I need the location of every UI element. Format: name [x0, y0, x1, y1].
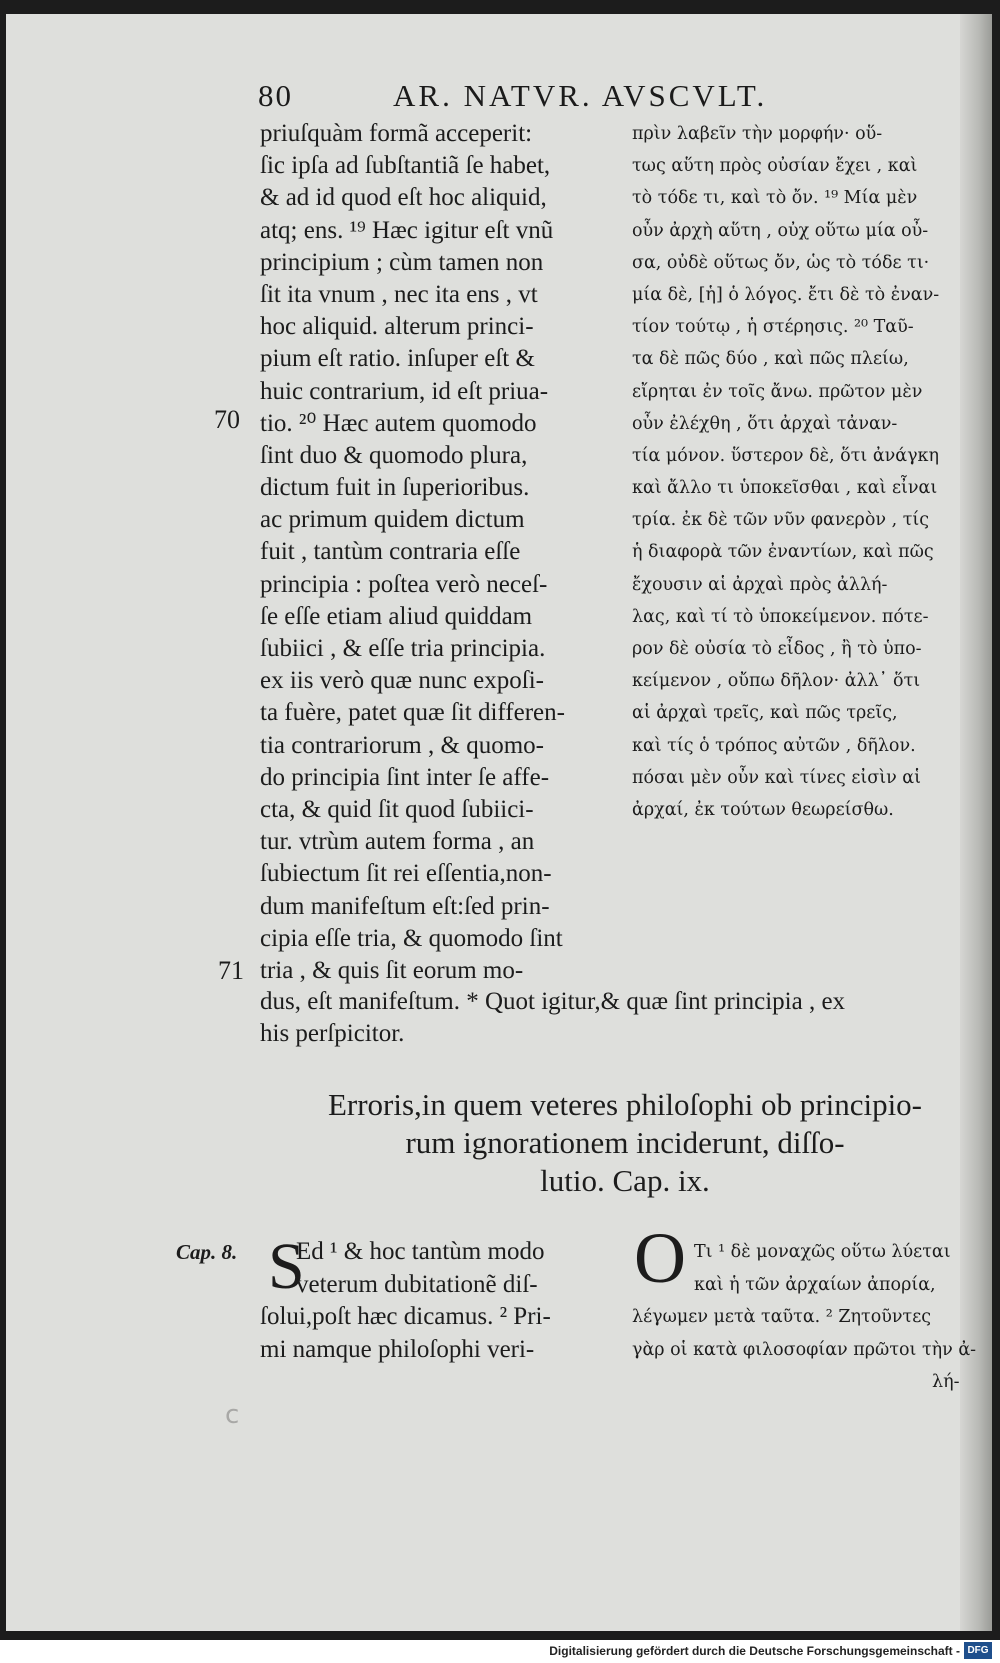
latin-line: mi namque philoſophi veri- [260, 1335, 535, 1363]
greek-column-top [632, 118, 972, 826]
latin-line: fuit , tantùm contraria eſſe [260, 538, 521, 566]
latin-line: & ad id quod eſt hoc aliquid, [260, 184, 547, 212]
greek-line: καὶ ἡ τῶν ἀρχαίων ἀπορία, [694, 1274, 936, 1295]
greek-line: τα δὲ πῶς δύο , καὶ πῶς πλείω, [632, 349, 909, 370]
greek-line: τως αὕτη πρὸς οὐσίαν ἔχει , καὶ [632, 156, 918, 177]
greek-line: ἡ διαφορὰ τῶν ἐναντίων, καὶ πῶς [632, 542, 934, 563]
greek-line: τία μόνον. ὕστερον δὲ, ὅτι ἀνάγκη [632, 445, 939, 466]
footer-credit: Digitalisierung gefördert durch die Deutsche Forschungsgemeinschaft - [549, 1644, 960, 1658]
greek-line: αἱ ἀρχαὶ τρεῖς, καὶ πῶς τρεῖς, [632, 703, 898, 724]
latin-line: tia contrariorum , & quomo- [260, 731, 544, 759]
full-width-line-2: his perſpicitor. [260, 1020, 405, 1047]
greek-line: καὶ τίς ὁ τρόπος αὐτῶν , δῆλον. [632, 735, 916, 756]
greek-line: πρὶν λαβεῖν τὴν μορφήν· οὕ- [632, 124, 883, 144]
margin-line-number-71: 71 [218, 956, 244, 985]
latin-line: principia : poſtea verò neceſ- [260, 570, 548, 598]
page-number: 80 [258, 78, 293, 113]
latin-line: ſolui,poſt hæc dicamus. ² Pri- [260, 1303, 551, 1330]
greek-line: οὖν ἀρχὴ αὕτη , οὐχ οὕτω μία οὖ- [632, 220, 929, 241]
greek-line: σα, οὐδὲ οὕτως ὄν, ὡς τὸ τόδε τι· [632, 252, 930, 273]
chapter-heading [275, 1086, 975, 1200]
latin-line: do principia ſint inter ſe affe- [260, 763, 550, 791]
latin-line: ex iis verò quæ nunc expoſi- [260, 667, 544, 695]
running-title: AR. NATVR. AVSCVLT. [393, 78, 768, 113]
dfg-logo: DFG [964, 1642, 992, 1659]
latin-line: ſe eſſe etiam aliud quiddam [260, 602, 533, 630]
greek-line: οὖν ἐλέχθη , ὅτι ἀρχαὶ τἀναν- [632, 413, 898, 434]
latin-line: tio. ²⁰ Hæc autem quomodo [260, 409, 537, 437]
latin-drop-cap: S [268, 1230, 305, 1303]
latin-line: dum manifeſtum eſt:ſed prin- [260, 892, 550, 920]
latin-line: tria , & quis ſit eorum mo- [260, 956, 524, 984]
chapter-heading-line: rum ignorationem inciderunt, diſſo- [405, 1125, 845, 1160]
latin-column-bottom [260, 1230, 604, 1366]
latin-line: ſit ita vnum , nec ita ens , vt [260, 280, 538, 308]
chapter-margin-label: Cap. 8. [176, 1240, 238, 1264]
latin-line: Ed ¹ & hoc tantùm modo [296, 1238, 545, 1265]
chapter-heading-line: Erroris,in quem veteres philoſophi ob principio- [327, 1087, 923, 1122]
latin-line: ſubiectum ſit rei eſſentia,non- [260, 860, 552, 888]
greek-line: μία δὲ, [ἡ] ὁ λόγος. ἔτι δὲ τὸ ἐναν- [632, 284, 940, 305]
pencil-mark: c [225, 1400, 240, 1430]
greek-line: λέγωμεν μετὰ ταῦτα. ² Ζητοῦντες [632, 1307, 932, 1327]
greek-line: τίον τούτῳ , ἡ στέρησις. ²⁰ Ταῦ- [632, 317, 914, 338]
latin-line: ſint duo & quomodo plura, [260, 441, 528, 469]
greek-column-bottom [632, 1236, 977, 1399]
latin-line: huic contrarium, id eſt priua- [260, 377, 549, 405]
greek-line: λας, καὶ τί τὸ ὑποκείμενον. πότε- [632, 606, 929, 627]
latin-line: atq; ens. ¹⁹ Hæc igitur eſt vnũ [260, 216, 554, 244]
greek-line: τὸ τόδε τι, καὶ τὸ ὄν. ¹⁹ Μία μὲν [632, 188, 918, 209]
latin-line: tur. vtrùm autem forma , an [260, 828, 535, 856]
latin-line: ſubiici , & eſſe tria principia. [260, 635, 546, 662]
latin-line: priuſquàm formã acceperit: [260, 120, 533, 147]
greek-line: γὰρ οἱ κατὰ φιλοσοφίαν πρῶτοι τὴν ἀ- [632, 1339, 977, 1360]
latin-line: cta, & quid ſit quod ſubiici- [260, 795, 534, 823]
latin-line: pium eſt ratio. inſuper eſt & [260, 345, 535, 373]
latin-line: hoc aliquid. alterum princi- [260, 313, 534, 341]
latin-line: principium ; cùm tamen non [260, 248, 544, 276]
chapter-heading-line: lutio. Cap. ix. [540, 1163, 710, 1198]
latin-line: dictum fuit in ſuperioribus. [260, 474, 530, 502]
latin-line: veterum dubitationẽ diſ- [296, 1270, 538, 1298]
greek-line: ἀρχαί, ἐκ τούτων θεωρείσθω. [632, 799, 894, 820]
margin-line-number-70: 70 [214, 405, 240, 434]
greek-line: Τι ¹ δὲ μοναχῶς οὕτω λύεται [694, 1242, 951, 1262]
greek-line: ἔχουσιν αἱ ἀρχαὶ πρὸς ἀλλή- [632, 574, 888, 595]
greek-line: εἴρηται ἐν τοῖς ἄνω. πρῶτον μὲν [632, 381, 923, 402]
greek-line: καὶ ἄλλο τι ὑποκεῖσθαι , καὶ εἶναι [632, 478, 938, 499]
latin-line: ſic ipſa ad ſubſtantiã ſe habet, [260, 152, 551, 180]
latin-line: cipia eſſe tria, & quomodo ſint [260, 924, 563, 952]
latin-line: ta fuère, patet quæ ſit differen- [260, 699, 565, 727]
full-width-line-1: dus, eſt manifeſtum. * Quot igitur,& quæ ſint principia , ex [260, 988, 846, 1015]
greek-line: πόσαι μὲν οὖν καὶ τίνες εἰσὶν αἱ [632, 767, 921, 788]
greek-drop-cap: O [634, 1218, 686, 1298]
latin-line: ac primum quidem dictum [260, 506, 525, 534]
digitization-footer [0, 1640, 1000, 1663]
latin-column-top [260, 118, 604, 987]
greek-line: ρον δὲ οὐσία τὸ εἶδος , ἢ τὸ ὑπο- [632, 639, 922, 659]
greek-line: κείμενον , οὔπω δῆλον· ἀλλ᾽ ὅτι [632, 671, 921, 692]
greek-line: τρία. ἐκ δὲ τῶν νῦν φανερὸν , τίς [632, 510, 930, 531]
greek-line: λή- [932, 1372, 960, 1392]
